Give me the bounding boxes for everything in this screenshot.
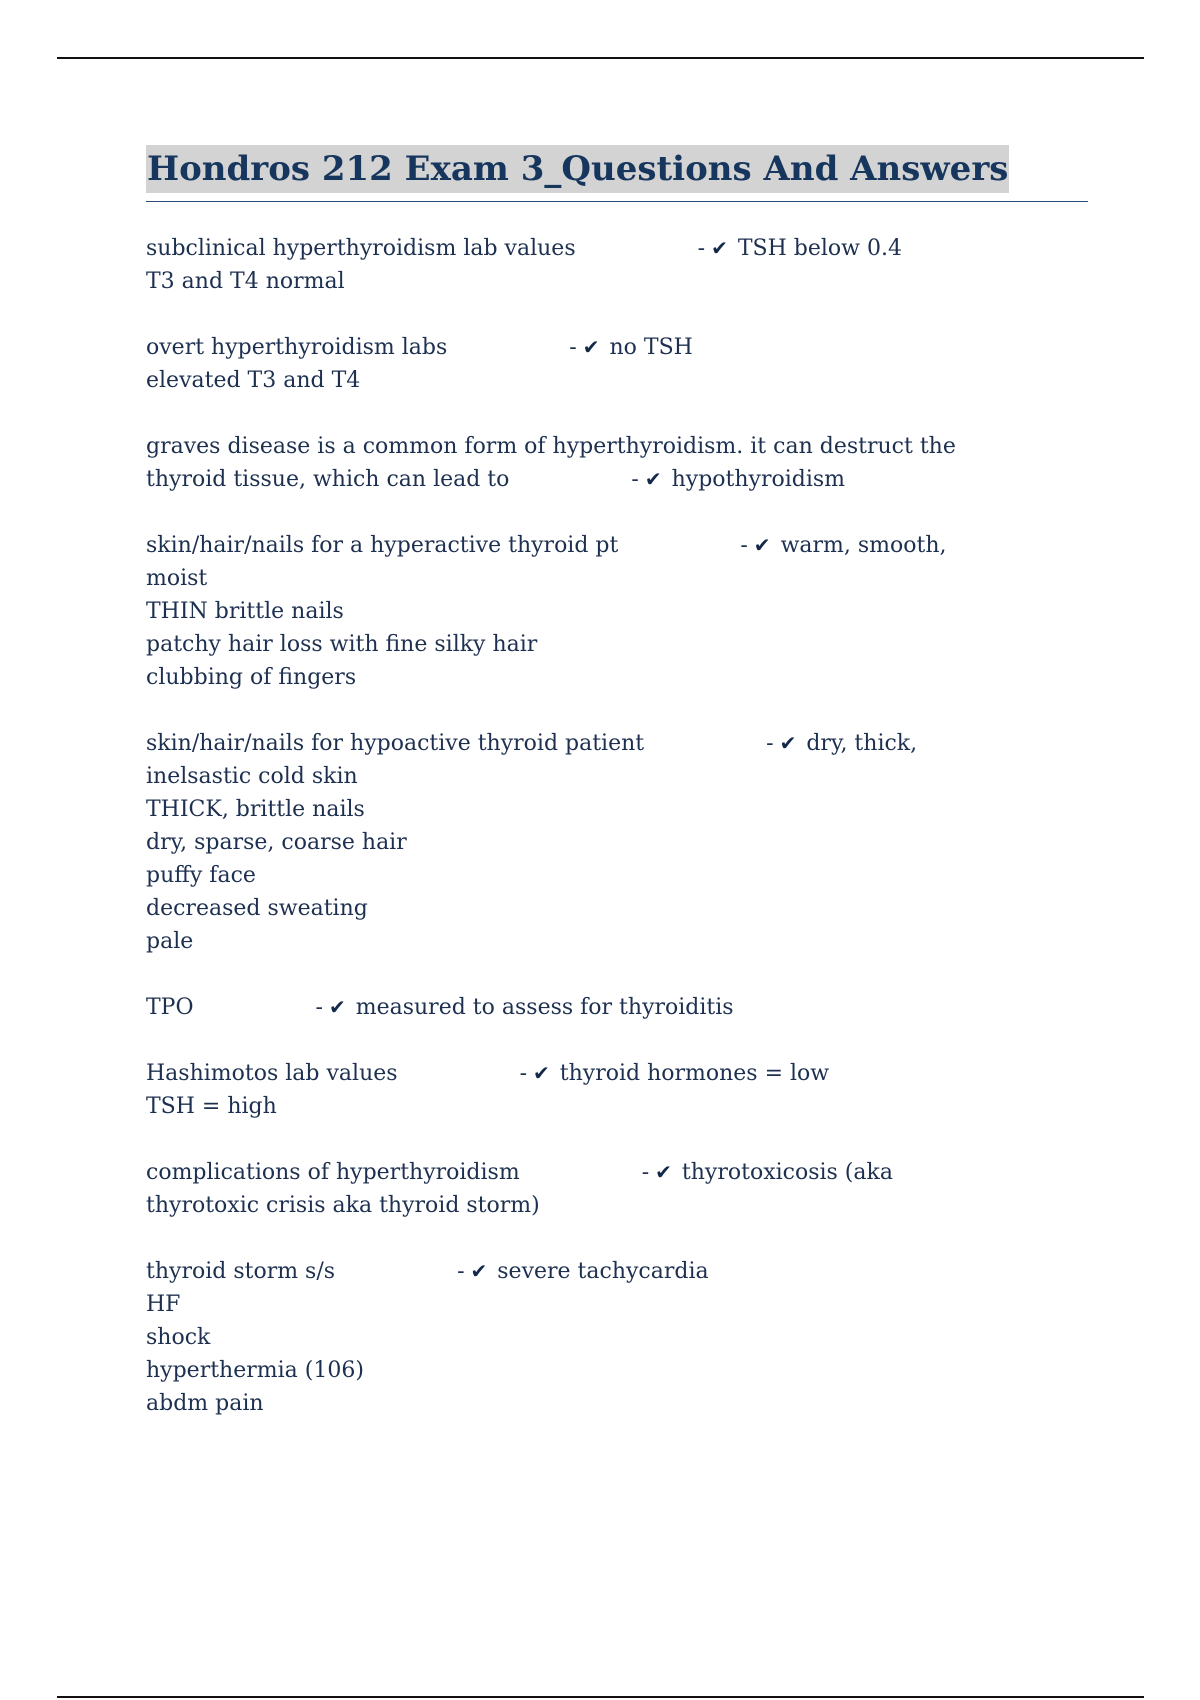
qa-item	[146, 1255, 1046, 1420]
answer-separator	[520, 1057, 560, 1090]
question-text: thyroid tissue, which can lead to	[146, 467, 510, 492]
answer-line: thyrotoxic crisis aka thyroid storm)	[146, 1193, 540, 1218]
dash: -	[641, 1160, 650, 1185]
answer-line: HF	[146, 1292, 181, 1317]
dash: -	[631, 467, 639, 492]
question-text: subclinical hyperthyroidism lab values	[146, 236, 576, 261]
answer-line: TSH = high	[146, 1094, 277, 1119]
qa-item	[146, 1057, 1046, 1123]
answer-line: puffy face	[146, 863, 256, 888]
answer-separator	[766, 727, 806, 760]
question-line: graves disease is a common form of hyperthyroidism. it can destruct the	[146, 434, 956, 459]
answer-separator	[642, 1156, 682, 1189]
check-icon: ✔	[711, 236, 728, 260]
qa-item	[146, 331, 1046, 397]
answer-text: hypothyroidism	[671, 467, 846, 492]
dash: -	[519, 1061, 527, 1086]
check-icon: ✔	[753, 533, 771, 557]
question-text: Hashimotos lab values	[146, 1061, 398, 1086]
page-title: Hondros 212 Exam 3_Questions And Answers	[146, 145, 1009, 193]
qa-item	[146, 232, 1046, 298]
answer-separator	[740, 529, 780, 562]
question-text: skin/hair/nails for hypoactive thyroid patient	[146, 731, 645, 756]
check-icon: ✔	[644, 467, 662, 491]
qa-first-line	[146, 1156, 1046, 1189]
check-icon: ✔	[328, 995, 346, 1019]
qa-item	[146, 1156, 1046, 1222]
dash: -	[697, 236, 706, 261]
answer-line: decreased sweating	[146, 896, 368, 921]
qa-first-line	[146, 232, 1046, 265]
answer-line: THIN brittle nails	[146, 599, 344, 624]
dash: -	[457, 1259, 465, 1284]
answer-line: dry, sparse, coarse hair	[146, 830, 407, 855]
qa-item	[146, 529, 1046, 694]
answer-separator	[698, 232, 738, 265]
answer-line: T3 and T4 normal	[146, 269, 345, 294]
top-rule	[57, 57, 1144, 59]
answer-line: abdm pain	[146, 1391, 264, 1416]
answer-line: elevated T3 and T4	[146, 368, 361, 393]
answer-text: no TSH	[609, 335, 693, 360]
check-icon: ✔	[470, 1259, 488, 1283]
bottom-rule	[57, 1696, 1144, 1698]
qa-item	[146, 991, 1046, 1024]
question-text: overt hyperthyroidism labs	[146, 335, 448, 360]
check-icon: ✔	[582, 335, 600, 359]
dash: -	[740, 533, 748, 558]
qa-list	[146, 232, 1046, 1453]
answer-text: dry, thick,	[806, 731, 918, 756]
answer-text: severe tachycardia	[497, 1259, 709, 1284]
question-text: TPO	[146, 995, 194, 1020]
qa-first-line	[146, 529, 1046, 562]
answer-separator	[316, 991, 356, 1024]
qa-item	[146, 430, 1046, 496]
answer-text: warm, smooth,	[780, 533, 947, 558]
answer-line: pale	[146, 929, 194, 954]
check-icon: ✔	[533, 1061, 550, 1085]
check-icon: ✔	[655, 1160, 672, 1184]
answer-separator	[457, 1255, 497, 1288]
answer-text: thyroid hormones = low	[559, 1061, 830, 1086]
dash: -	[569, 335, 577, 360]
qa-first-line	[146, 991, 1046, 1024]
qa-first-line	[146, 463, 1046, 496]
question-text: complications of hyperthyroidism	[146, 1160, 520, 1185]
check-icon: ✔	[779, 731, 797, 755]
answer-text: TSH below 0.4	[737, 236, 902, 261]
qa-item	[146, 727, 1046, 958]
answer-text: thyrotoxicosis (aka	[681, 1160, 893, 1185]
answer-line: shock	[146, 1325, 211, 1350]
answer-line: moist	[146, 566, 208, 591]
answer-text: measured to assess for thyroiditis	[355, 995, 734, 1020]
answer-line: clubbing of fingers	[146, 665, 357, 690]
qa-first-line	[146, 331, 1046, 364]
answer-line: patchy hair loss with fine silky hair	[146, 632, 538, 657]
answer-line: inelsastic cold skin	[146, 764, 358, 789]
answer-separator	[569, 331, 609, 364]
answer-separator	[631, 463, 671, 496]
qa-first-line	[146, 1057, 1046, 1090]
dash: -	[315, 995, 323, 1020]
title-block	[146, 145, 1088, 202]
question-text: skin/hair/nails for a hyperactive thyroid pt	[146, 533, 619, 558]
answer-line: hyperthermia (106)	[146, 1358, 364, 1383]
answer-line: THICK, brittle nails	[146, 797, 365, 822]
qa-first-line	[146, 727, 1046, 760]
dash: -	[766, 731, 774, 756]
qa-first-line	[146, 1255, 1046, 1288]
question-text: thyroid storm s/s	[146, 1259, 336, 1284]
